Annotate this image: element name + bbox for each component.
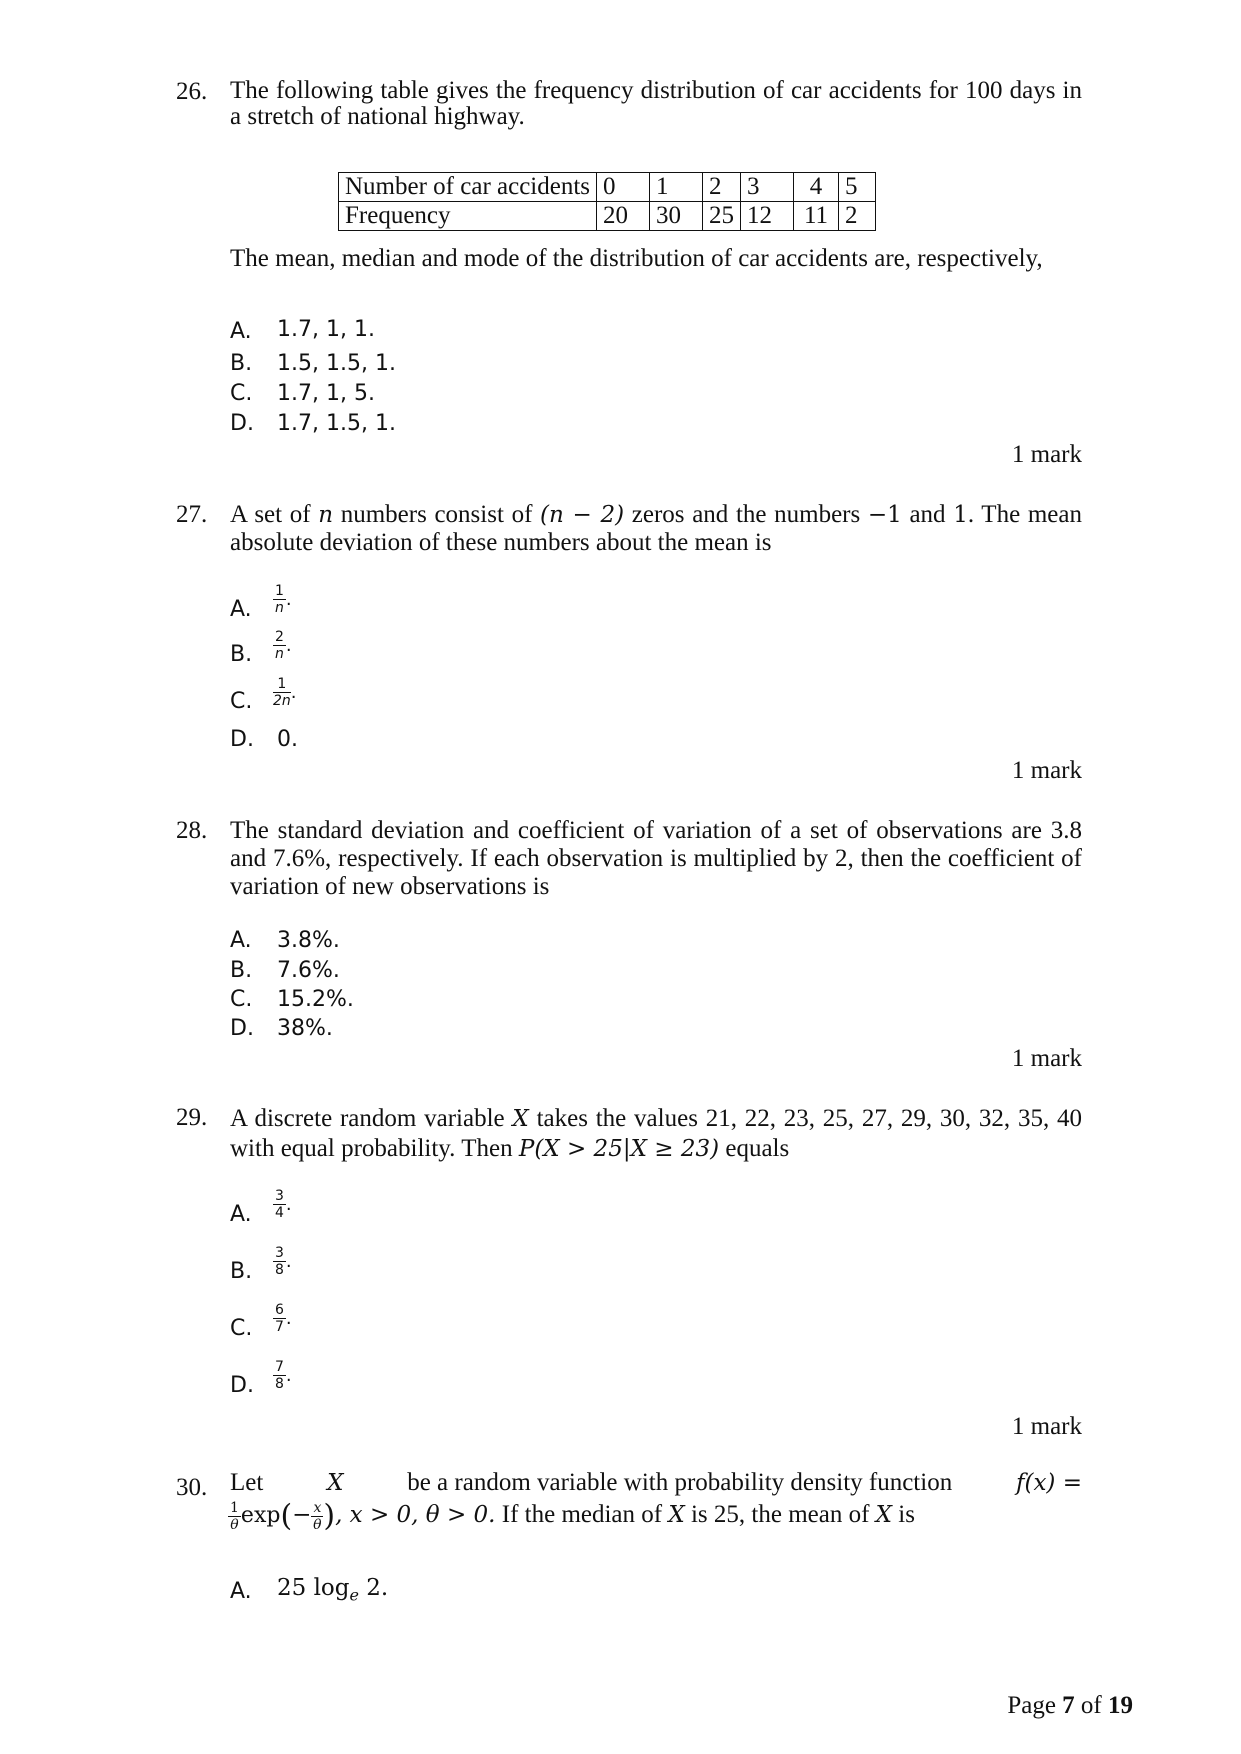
q26-number: 26. — [176, 78, 208, 105]
q26-option-c: 1.7, 1, 5. — [277, 381, 375, 406]
q29-mark: 1 mark — [1011, 1413, 1082, 1440]
q26-text: The following table gives the frequency distribution of car accidents for 100 days in a stretch of national highway. — [230, 77, 1082, 130]
frac-numerator: 3 — [275, 1245, 284, 1261]
q30-var-x-2: X — [668, 1502, 685, 1529]
q27-option-c: $\frac{1}{2n}$ . — [273, 676, 297, 709]
q27-text-b: numbers consist of — [333, 501, 541, 528]
footer-page: 7 — [1062, 1692, 1075, 1719]
q30-text-d: is 25, the mean of — [684, 1501, 876, 1529]
q27-neg1: −1 — [867, 502, 902, 528]
q27-text-d: and — [901, 501, 954, 528]
q26-followup: The mean, median and mode of the distribution of car accidents are, respectively, — [230, 245, 1043, 272]
frac-numerator: 1 — [230, 1500, 239, 1516]
table-cell: 11 — [794, 202, 839, 231]
frac-numerator: x — [313, 1500, 322, 1516]
table-cell: 2 — [839, 202, 876, 231]
q30-option-a — [277, 1574, 388, 1610]
q28-text: The standard deviation and coefficient of variation of a set of observations are 3.8 and 7.6%, respectively. If each observation is multiplied by 2, then the coefficient of variation of new observations is — [230, 817, 1082, 900]
q30-option-a-log: 25 log — [277, 1575, 350, 1601]
footer-prefix: Page — [1007, 1692, 1063, 1719]
q26-option-b-letter: B. — [230, 351, 253, 376]
q28-option-c-letter: C. — [230, 987, 253, 1012]
q27-text-e: . The mean absolute deviation of these numbers about the mean is — [230, 501, 1082, 556]
q30-number: 30. — [176, 1474, 208, 1501]
q30-let: Let — [230, 1469, 264, 1496]
q30-line2: $\frac{1}{\theta}$ exp(− $\frac{x}{\theta}$ ), x > 0, θ > 0. If the median of X is 25, the mean of X is — [230, 1498, 915, 1534]
q27-option-b-letter: B. — [230, 642, 253, 667]
q27-text-c: zeros and the numbers — [624, 501, 868, 528]
q26-option-a: 1.7, 1, 1. — [277, 317, 375, 342]
table-cell: 2 — [703, 173, 741, 202]
table-cell: Frequency — [339, 202, 597, 231]
table-cell: 4 — [794, 173, 839, 202]
q28-number: 28. — [176, 817, 208, 844]
q29-option-b: $\frac{3}{8}$ . — [275, 1245, 292, 1278]
q27-option-d-letter: D. — [230, 727, 254, 752]
q28-option-a: 3.8%. — [277, 928, 340, 953]
frac-denominator: 8 — [275, 1376, 284, 1392]
frac-numerator: 3 — [275, 1188, 284, 1204]
q29-text — [230, 1104, 1082, 1164]
q30-option-a-letter: A. — [230, 1579, 252, 1604]
q29-text-a: A discrete random variable — [230, 1105, 513, 1132]
q28-option-b-letter: B. — [230, 958, 253, 983]
frac-denominator: 4 — [275, 1205, 284, 1221]
q26-option-d: 1.7, 1.5, 1. — [277, 411, 396, 436]
q27-expr: (n − 2) — [540, 502, 625, 528]
q28-option-a-letter: A. — [230, 928, 252, 953]
frac-denominator: n — [275, 646, 284, 662]
q28-option-d: 38%. — [277, 1016, 333, 1041]
table-row — [339, 173, 876, 202]
q27-option-c-letter: C. — [230, 689, 253, 714]
frac-denominator: 2n — [273, 693, 291, 709]
page-footer — [1007, 1692, 1133, 1720]
q29-var-x: X — [512, 1106, 529, 1132]
frac-denominator: 7 — [275, 1319, 284, 1335]
q27-number: 27. — [176, 501, 208, 528]
q29-option-c: $\frac{6}{7}$ . — [275, 1302, 292, 1335]
table-cell: 1 — [650, 173, 703, 202]
table-cell: 5 — [839, 173, 876, 202]
q26-option-c-letter: C. — [230, 381, 253, 406]
q27-option-d: 0. — [277, 727, 298, 752]
frac-denominator: θ — [230, 1517, 239, 1533]
frac-numerator: 6 — [275, 1302, 284, 1318]
q27-mark: 1 mark — [1011, 757, 1082, 784]
q27-text-a: A set of — [230, 501, 319, 528]
footer-total: 19 — [1108, 1692, 1133, 1719]
q29-option-c-letter: C. — [230, 1316, 253, 1341]
q29-text-c: equals — [719, 1135, 790, 1162]
q30-line1 — [230, 1469, 1082, 1497]
q30-cond: , x > 0, θ > 0. — [335, 1502, 496, 1529]
footer-mid: of — [1074, 1692, 1108, 1719]
q29-text-b: takes the values 21, 22, 23, 25, 27, 29, 30, 32, 35, 40 with equal probability. Then — [230, 1105, 1082, 1162]
table-cell: Number of car accidents — [339, 173, 597, 202]
q30-text-c: If the median of — [495, 1501, 669, 1529]
q30-var-x-3: X — [875, 1502, 893, 1529]
q26-option-b: 1.5, 1.5, 1. — [277, 351, 396, 376]
q30-option-a-tail: 2. — [358, 1575, 389, 1601]
q27-option-b: $\frac{2}{n}$ . — [275, 629, 292, 662]
frac-numerator: 7 — [275, 1359, 284, 1375]
q30-exp: exp — [240, 1503, 281, 1529]
q26-mark: 1 mark — [1011, 441, 1082, 468]
q29-option-d: $\frac{7}{8}$ . — [275, 1359, 292, 1392]
q30-option-a-sub: e — [349, 1585, 359, 1605]
q27-var-n: n — [318, 502, 334, 528]
q27-option-a: $\frac{1}{n}$ . — [275, 583, 292, 616]
frac-denominator: 8 — [275, 1262, 284, 1278]
q29-option-b-letter: B. — [230, 1259, 253, 1284]
frac-denominator: θ — [313, 1517, 322, 1533]
table-cell: 20 — [597, 202, 650, 231]
q30-text-b: be a random variable with probability density function — [407, 1469, 953, 1496]
table-row — [339, 202, 876, 231]
q27-one: 1 — [953, 502, 968, 528]
frac-numerator: 2 — [275, 629, 284, 645]
q28-option-d-letter: D. — [230, 1016, 254, 1041]
table-cell: 30 — [650, 202, 703, 231]
table-cell: 25 — [703, 202, 741, 231]
q27-text — [230, 501, 1082, 556]
q29-option-a-letter: A. — [230, 1202, 252, 1227]
frac-numerator: 1 — [275, 583, 284, 599]
frac-denominator: n — [275, 600, 284, 616]
q30-fx: f(x) = — [1015, 1470, 1082, 1496]
q26-option-d-letter: D. — [230, 411, 254, 436]
q29-option-a: $\frac{3}{4}$ . — [275, 1188, 292, 1221]
frac-numerator: 1 — [273, 676, 291, 693]
frequency-table — [338, 172, 876, 231]
q28-option-c: 15.2%. — [277, 987, 354, 1012]
table-cell: 3 — [741, 173, 794, 202]
q29-option-d-letter: D. — [230, 1373, 254, 1398]
q28-option-b: 7.6%. — [277, 958, 340, 983]
q29-number: 29. — [176, 1104, 208, 1131]
q27-option-a-letter: A. — [230, 597, 252, 622]
q29-expr: P(X > 25|X ≥ 23) — [518, 1136, 720, 1162]
q28-mark: 1 mark — [1011, 1045, 1082, 1072]
q30-var-x: X — [327, 1470, 344, 1496]
table-cell: 0 — [597, 173, 650, 202]
q26-option-a-letter: A. — [230, 319, 252, 344]
q30-text-e: is — [892, 1501, 915, 1529]
table-cell: 12 — [741, 202, 794, 231]
